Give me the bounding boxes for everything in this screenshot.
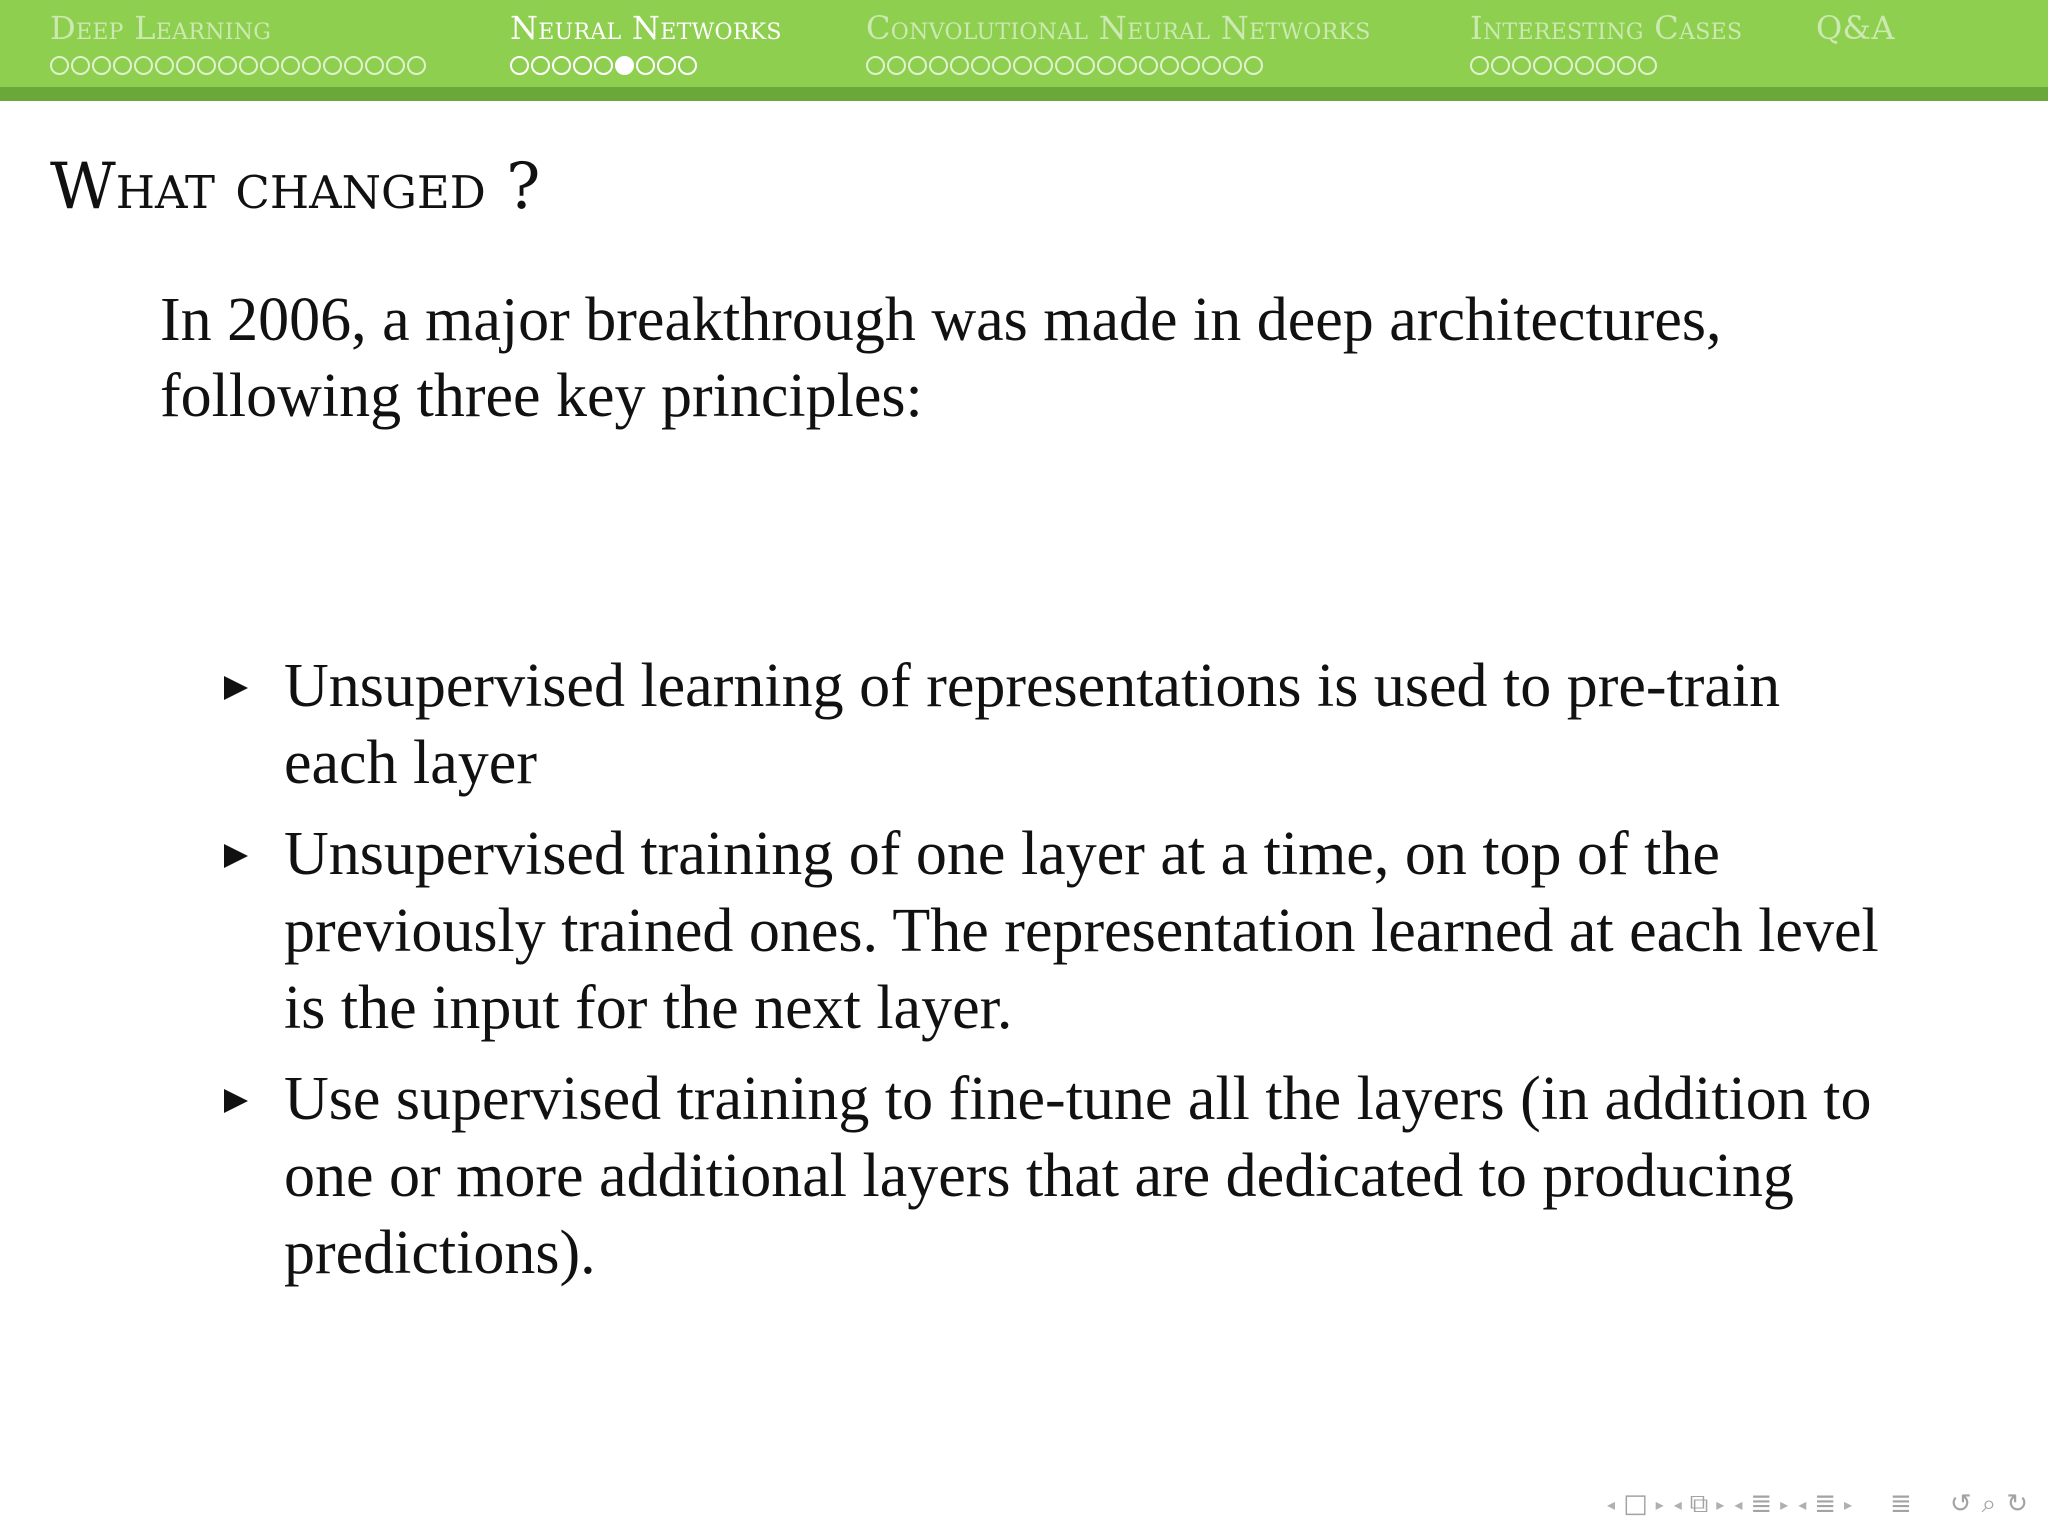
section-title[interactable]: Neural Networks (510, 9, 782, 47)
current-frame-dot[interactable] (615, 56, 634, 75)
slide-icon[interactable]: □ (1623, 1489, 1648, 1519)
section-title[interactable]: Convolutional Neural Networks (866, 9, 1371, 47)
frame-dot[interactable] (1575, 56, 1594, 75)
frame-dot[interactable] (239, 56, 258, 75)
section-title[interactable]: Deep Learning (50, 9, 272, 47)
frame-dot[interactable] (1055, 56, 1074, 75)
frame-dot[interactable] (971, 56, 990, 75)
forward-icon[interactable]: ↻ (2006, 1489, 2028, 1519)
section-dots (1470, 56, 1657, 75)
frame-dot[interactable] (636, 56, 655, 75)
subsection-navigation[interactable] (1734, 1489, 1788, 1519)
bullet-item (220, 816, 1900, 1047)
frame-icon[interactable]: ⧉ (1689, 1488, 1709, 1519)
frame-dot[interactable] (113, 56, 132, 75)
bullet-text: Unsupervised learning of representations is used to pre-train each layer (284, 652, 1781, 797)
frame-dot[interactable] (1139, 56, 1158, 75)
frame-dot[interactable] (1118, 56, 1137, 75)
headline-shadow (0, 87, 2048, 101)
frame-navigation[interactable] (1674, 1489, 1725, 1520)
next-section-arrow-icon[interactable]: ▸ (1844, 1494, 1853, 1514)
frame-dot[interactable] (950, 56, 969, 75)
frame-dot[interactable] (1034, 56, 1053, 75)
section-navigation[interactable] (1798, 1489, 1852, 1519)
frame-dot[interactable] (908, 56, 927, 75)
frame-dot[interactable] (218, 56, 237, 75)
frame-dot[interactable] (866, 56, 885, 75)
frame-dot[interactable] (1202, 56, 1221, 75)
frame-dot[interactable] (594, 56, 613, 75)
intro-text: In 2006, a major breakthrough was made in deep architectures, following three key principles: (160, 286, 1722, 430)
frame-dot[interactable] (510, 56, 529, 75)
previous-frame-arrow-icon[interactable]: ◂ (1673, 1494, 1682, 1514)
frame-dot[interactable] (50, 56, 69, 75)
section-dots (50, 56, 426, 75)
frame-dot[interactable] (929, 56, 948, 75)
frame-dot[interactable] (1013, 56, 1032, 75)
frame-dot[interactable] (1533, 56, 1552, 75)
frame-dot[interactable] (1617, 56, 1636, 75)
bullet-item (220, 1061, 1900, 1292)
frame-dot[interactable] (1244, 56, 1263, 75)
frame-dot[interactable] (386, 56, 405, 75)
frame-dot[interactable] (407, 56, 426, 75)
frame-dot[interactable] (1160, 56, 1179, 75)
frame-dot[interactable] (552, 56, 571, 75)
frame-dot[interactable] (281, 56, 300, 75)
frame-dot[interactable] (1181, 56, 1200, 75)
back-icon[interactable]: ↺ (1949, 1489, 1972, 1519)
frame-dot[interactable] (1470, 56, 1489, 75)
frame-dot[interactable] (92, 56, 111, 75)
section-title[interactable]: Interesting Cases (1470, 9, 1743, 47)
beamer-navigation-bar (1607, 1484, 2028, 1524)
frame-dot[interactable] (176, 56, 195, 75)
frame-dot[interactable] (1596, 56, 1615, 75)
frame-dot[interactable] (1223, 56, 1242, 75)
frame-dot[interactable] (365, 56, 384, 75)
bullet-text: Unsupervised training of one layer at a time, on top of the previously trained ones. The representation learned at each level is the input for the next layer. (284, 820, 1879, 1042)
previous-slide-arrow-icon[interactable]: ◂ (1607, 1494, 1616, 1514)
frame-dot[interactable] (134, 56, 153, 75)
frame-dot[interactable] (657, 56, 676, 75)
frame-dot[interactable] (71, 56, 90, 75)
search-icon[interactable]: ⌕ (1981, 1488, 1997, 1519)
frame-dot[interactable] (573, 56, 592, 75)
frame-dot[interactable] (1554, 56, 1573, 75)
frame-dot[interactable] (531, 56, 550, 75)
next-frame-arrow-icon[interactable]: ▸ (1716, 1494, 1725, 1514)
frame-dot[interactable] (678, 56, 697, 75)
bullet-triangle-icon (224, 844, 248, 868)
frame-dot[interactable] (992, 56, 1011, 75)
next-slide-arrow-icon[interactable]: ▸ (1655, 1494, 1664, 1514)
next-subsection-arrow-icon[interactable]: ▸ (1780, 1494, 1789, 1514)
frame-dot[interactable] (887, 56, 906, 75)
section-icon[interactable]: ≣ (1814, 1489, 1837, 1519)
frame-dot[interactable] (344, 56, 363, 75)
bullet-list (220, 648, 1900, 1306)
frame-dot[interactable] (302, 56, 321, 75)
frame-dot[interactable] (155, 56, 174, 75)
previous-subsection-arrow-icon[interactable]: ◂ (1734, 1494, 1743, 1514)
bullet-triangle-icon (224, 1089, 248, 1113)
previous-section-arrow-icon[interactable]: ◂ (1798, 1494, 1807, 1514)
bullet-item (220, 648, 1900, 802)
bullet-triangle-icon (224, 676, 248, 700)
slide-navigation[interactable] (1607, 1489, 1664, 1519)
frame-title: What changed ? (50, 150, 541, 224)
frame-dot[interactable] (197, 56, 216, 75)
section-dots (510, 56, 697, 75)
subsection-icon[interactable]: ≣ (1750, 1489, 1773, 1519)
frame-dot[interactable] (1491, 56, 1510, 75)
frame-dot[interactable] (1638, 56, 1657, 75)
frame-dot[interactable] (1076, 56, 1095, 75)
table-of-contents-icon[interactable]: ≣ (1890, 1489, 1912, 1519)
section-title[interactable]: Q&A (1816, 9, 1895, 47)
section-dots (866, 56, 1263, 75)
frame-dot[interactable] (1512, 56, 1531, 75)
bullet-text: Use supervised training to fine-tune all the layers (in addition to one or more additional layers that are dedicated to producing predictions). (284, 1065, 1872, 1287)
frame-dot[interactable] (1097, 56, 1116, 75)
frame-dot[interactable] (323, 56, 342, 75)
frame-dot[interactable] (260, 56, 279, 75)
